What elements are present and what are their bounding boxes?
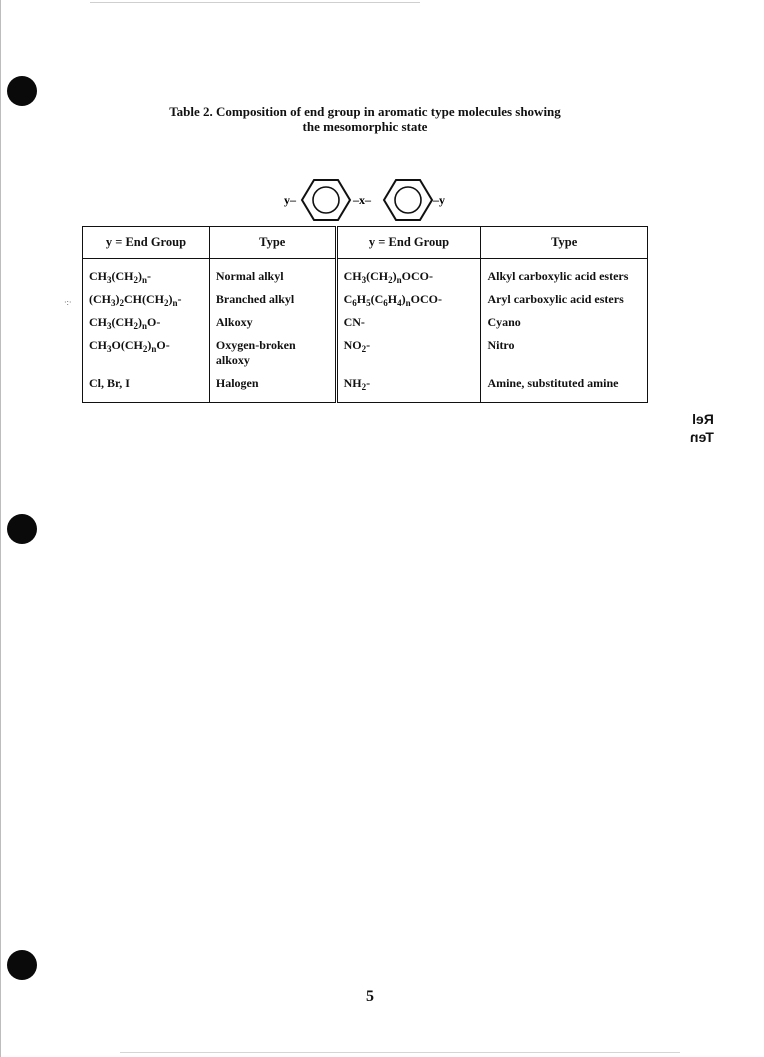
- end-group-table: [82, 226, 648, 403]
- aromatic-circle-right-icon: [395, 187, 421, 213]
- table-row: [83, 292, 648, 315]
- end-group-cell: $CH_3O(CH_2)_nO-$: [83, 338, 210, 376]
- end-group-cell: $CH_3(CH_2)_nO-$: [83, 315, 210, 338]
- page-edge: [0, 0, 1, 1057]
- end-group-cell: $NO_2-$: [336, 338, 481, 376]
- benzene-ring-right-icon: [384, 180, 432, 220]
- margin-note-line-2: Ten: [690, 429, 714, 445]
- punch-hole-icon: [7, 514, 37, 544]
- top-rule: [90, 2, 420, 3]
- header-type-2: Type: [481, 227, 648, 259]
- end-group-cell: $C_6H_5(C_6H_4)_nOCO-$: [336, 292, 481, 315]
- table-caption: [150, 104, 580, 134]
- type-cell: Halogen: [209, 376, 336, 403]
- aromatic-circle-left-icon: [313, 187, 339, 213]
- caption-line-1: Table 2. Composition of end group in aromatic type molecules showing: [169, 104, 561, 119]
- end-group-cell: $CH_3(CH_2)_n-$: [83, 259, 210, 293]
- end-group-cell: $(CH_3)_2CH(CH_2)_n-$: [83, 292, 210, 315]
- table-row: [83, 376, 648, 403]
- structure-left-label: y–: [284, 193, 296, 207]
- scan-speck: ·:·: [64, 298, 72, 307]
- type-cell: Aryl carboxylic acid esters: [481, 292, 648, 315]
- end-group-cell: $CH_3(CH_2)_nOCO-$: [336, 259, 481, 293]
- bottom-rule: [120, 1052, 680, 1053]
- punch-hole-icon: [7, 950, 37, 980]
- caption-line-2: the mesomorphic state: [302, 119, 428, 134]
- table-row: [83, 259, 648, 293]
- punch-hole-icon: [7, 76, 37, 106]
- type-cell: Normal alkyl: [209, 259, 336, 293]
- table-row: [83, 338, 648, 376]
- end-group-cell: Cl, Br, I: [83, 376, 210, 403]
- margin-note: [690, 410, 714, 446]
- end-group-cell: CN-: [336, 315, 481, 338]
- type-cell: Cyano: [481, 315, 648, 338]
- header-end-group-2: y = End Group: [336, 227, 481, 259]
- benzene-ring-left-icon: [302, 180, 350, 220]
- type-cell: Amine, substituted amine: [481, 376, 648, 403]
- type-cell: Alkyl carboxylic acid esters: [481, 259, 648, 293]
- table-row: [83, 315, 648, 338]
- page-number: 5: [366, 988, 374, 1005]
- margin-note-line-1: Rel: [692, 411, 714, 427]
- molecule-structure: [280, 172, 460, 232]
- structure-middle-label: –x–: [353, 193, 371, 207]
- type-cell: Branched alkyl: [209, 292, 336, 315]
- type-cell: Alkoxy: [209, 315, 336, 338]
- table-header-row: [83, 227, 648, 259]
- header-end-group-1: y = End Group: [83, 227, 210, 259]
- type-cell: Oxygen-broken alkoxy: [209, 338, 336, 376]
- header-type-1: Type: [209, 227, 336, 259]
- structure-right-label: –y: [433, 193, 445, 207]
- end-group-cell: $NH_2-$: [336, 376, 481, 403]
- type-cell: Nitro: [481, 338, 648, 376]
